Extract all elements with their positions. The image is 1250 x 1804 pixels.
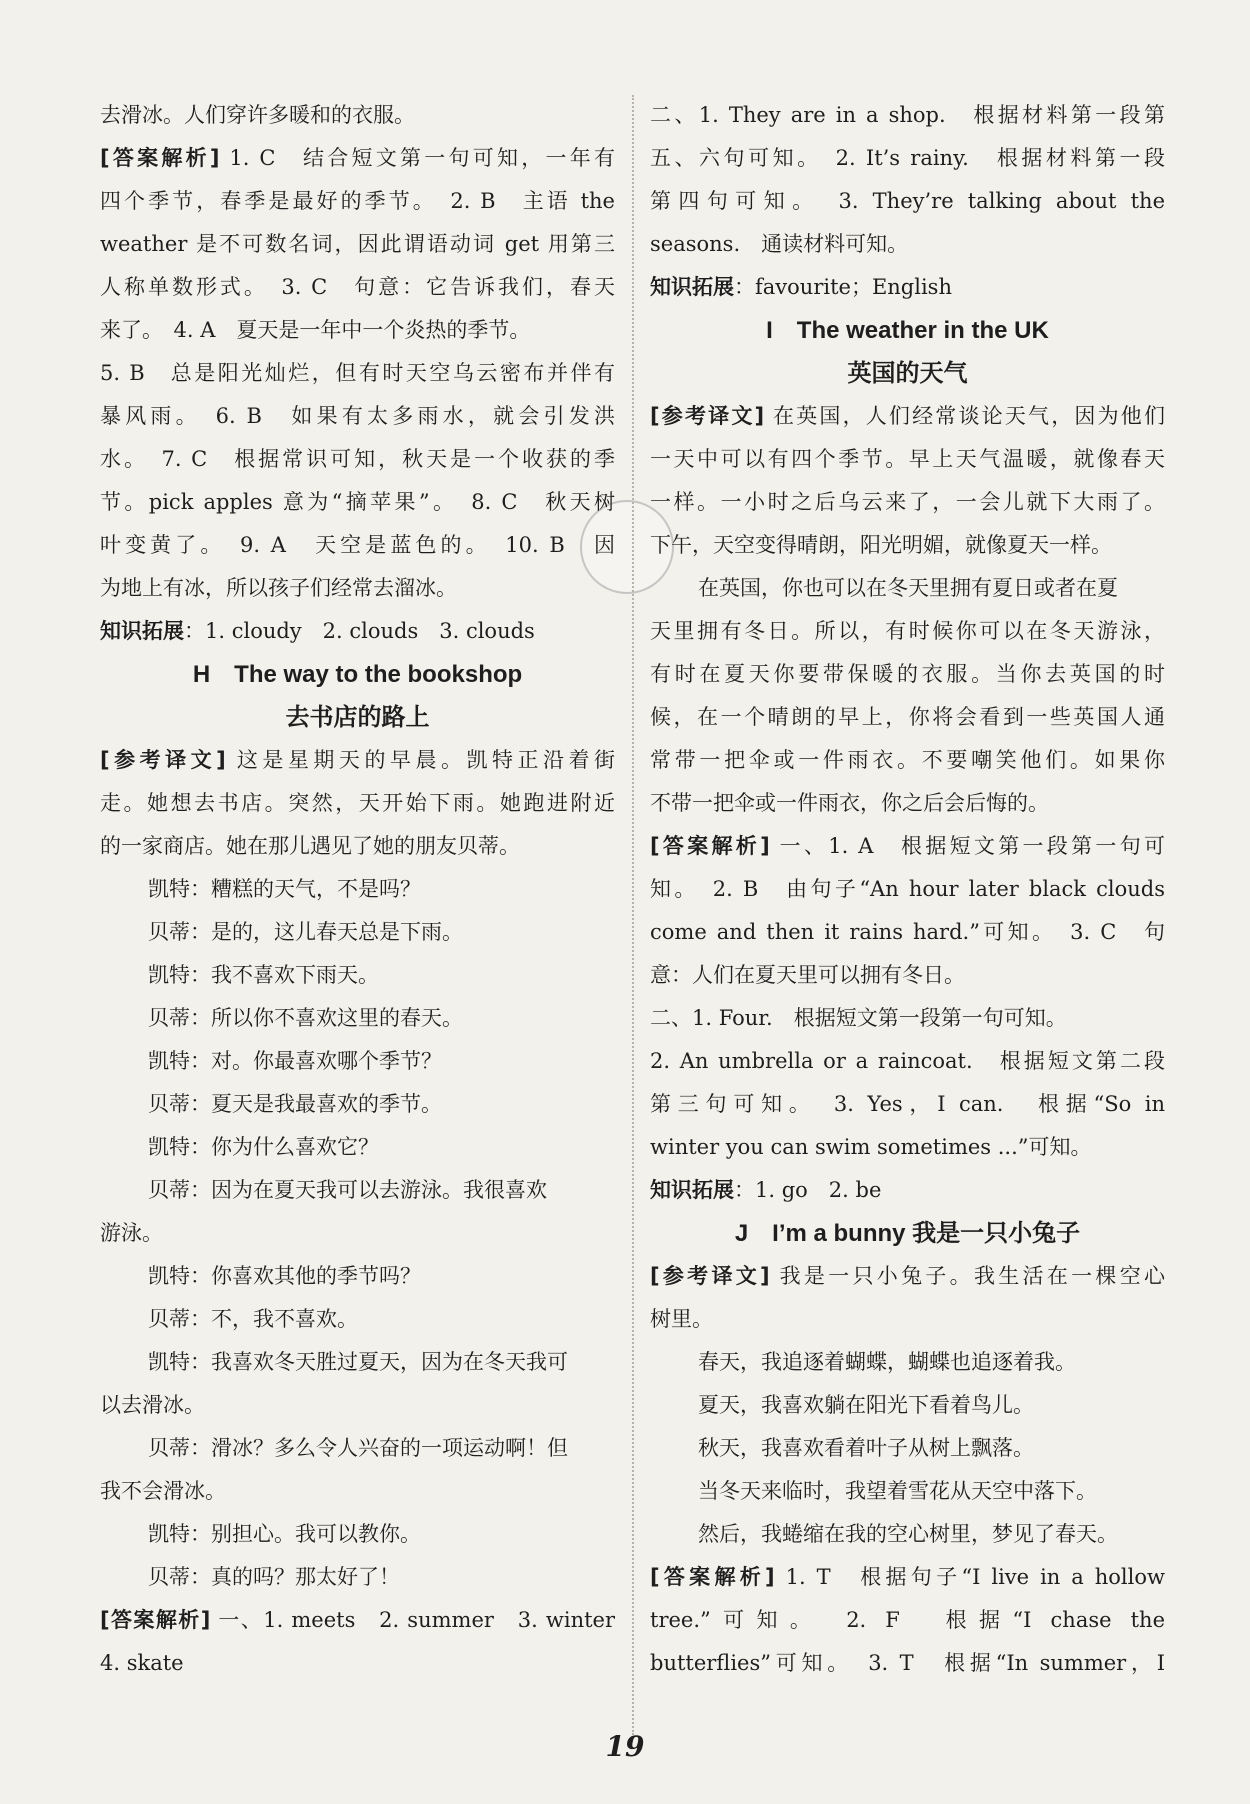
section-label: 知识拓展 <box>650 1178 734 1202</box>
text-line: 4. skate <box>100 1651 184 1675</box>
text-line <box>650 395 1165 438</box>
text-line: 走。她想去书店。突然，天开始下雨。她跑进附近 <box>100 791 615 815</box>
text-line: 凯特：我不喜欢下雨天。 <box>148 963 379 987</box>
text-line: 二、1. Four. 根据短文第一段第一句可知。 <box>650 1006 1067 1030</box>
text-line: 二、1. They are in a shop. 根据材料第一段第 <box>650 103 1165 127</box>
text-line: butterflies”可知。 3. T 根据“In summer，I <box>650 1651 1165 1675</box>
text-line <box>100 610 615 653</box>
text-line: 人称单数形式。 3. C 句意：它告诉我们，春天 <box>100 275 615 299</box>
text-line: 一样。一小时之后乌云来了，一会儿就下大雨了。 <box>650 490 1165 514</box>
text-line <box>650 825 1165 868</box>
text-line: 树里。 <box>650 1307 713 1331</box>
text-line: 凯特：对。你最喜欢哪个季节？ <box>148 1049 442 1073</box>
section-label: 知识拓展 <box>100 619 184 643</box>
text-line: 叶变黄了。 9. A 天空是蓝色的。 10. B 因 <box>100 533 615 557</box>
section-label: [参考译文] <box>650 1264 770 1288</box>
text-line: 凯特：糟糕的天气，不是吗？ <box>148 877 421 901</box>
section-label: [答案解析] <box>100 146 220 170</box>
text-line: 四个季节，春季是最好的季节。 2. B 主语 the <box>100 189 615 213</box>
text-content: 在英国，人们经常谈论天气，因为他们 <box>764 404 1165 428</box>
text-line: 贝蒂：所以你不喜欢这里的春天。 <box>148 1006 463 1030</box>
text-content: 1. C 结合短文第一句可知，一年有 <box>219 146 615 170</box>
section-heading: J I’m a bunny 我是一只小兔子 <box>734 1220 1081 1247</box>
text-line <box>650 1169 1165 1212</box>
text-line: winter you can swim sometimes ...”可知。 <box>650 1135 1092 1159</box>
text-line: 下午，天空变得晴朗，阳光明媚，就像夏天一样。 <box>650 533 1112 557</box>
text-line: 2. An umbrella or a raincoat. 根据短文第二段 <box>650 1049 1165 1073</box>
text-line: 以去滑冰。 <box>100 1393 205 1417</box>
text-line: 凯特：别担心。我可以教你。 <box>148 1522 421 1546</box>
text-line: seasons. 通读材料可知。 <box>650 232 909 256</box>
text-line: 贝蒂：滑冰？多么令人兴奋的一项运动啊！但 <box>148 1436 568 1460</box>
section-label: [参考译文] <box>100 748 226 772</box>
text-line: 游泳。 <box>100 1221 163 1245</box>
text-line: weather 是不可数名词，因此谓语动词 get 用第三 <box>100 232 615 256</box>
text-line: 意：人们在夏天里可以拥有冬日。 <box>650 963 965 987</box>
text-content: 1. T 根据句子“I live in a hollow <box>774 1565 1165 1589</box>
text-content: ：1. go 2. be <box>734 1178 882 1202</box>
text-line: 暴风雨。 6. B 如果有太多雨水，就会引发洪 <box>100 404 615 428</box>
text-line: 贝蒂：真的吗？那太好了！ <box>148 1565 400 1589</box>
text-line: 五、六句可知。 2. It’s rainy. 根据材料第一段 <box>650 146 1165 170</box>
text-line <box>100 739 615 782</box>
text-content: ：favourite；English <box>734 275 952 299</box>
text-line: 在英国，你也可以在冬天里拥有夏日或者在夏 <box>698 576 1118 600</box>
text-line: 去滑冰。人们穿许多暖和的衣服。 <box>100 103 415 127</box>
text-line: 夏天，我喜欢躺在阳光下看着鸟儿。 <box>698 1393 1034 1417</box>
text-line: 一天中可以有四个季节。早上天气温暖，就像春天 <box>650 447 1165 471</box>
text-line: 第四句可知。 3. They’re talking about the <box>650 189 1165 213</box>
text-line: 我不会滑冰。 <box>100 1479 226 1503</box>
text-line: 节。pick apples 意为“摘苹果”。 8. C 秋天树 <box>100 490 615 514</box>
section-heading: I The weather in the UK <box>766 317 1049 344</box>
left-column <box>100 94 615 1685</box>
section-heading: 去书店的路上 <box>285 704 430 731</box>
text-line: 第三句可知。 3. Yes，I can. 根据“So in <box>650 1092 1165 1116</box>
section-label: [答案解析] <box>100 1608 211 1632</box>
text-line <box>650 1556 1165 1599</box>
text-line: 知。 2. B 由句子“An hour later black clouds <box>650 877 1165 901</box>
text-line: 为地上有冰，所以孩子们经常去溜冰。 <box>100 576 457 600</box>
text-line: 候，在一个晴朗的早上，你将会看到一些英国人通 <box>650 705 1165 729</box>
text-line <box>100 137 615 180</box>
text-content: 一、1. meets 2. summer 3. winter <box>210 1608 615 1632</box>
text-line: 贝蒂：是的，这儿春天总是下雨。 <box>148 920 463 944</box>
section-label: 知识拓展 <box>650 275 734 299</box>
text-line: 当冬天来临时，我望着雪花从天空中落下。 <box>698 1479 1097 1503</box>
text-content: 这是星期天的早晨。凯特正沿着街 <box>225 748 615 772</box>
section-label: [答案解析] <box>650 834 770 858</box>
text-content: 我是一只小兔子。我生活在一棵空心 <box>769 1264 1165 1288</box>
text-line: 秋天，我喜欢看着叶子从树上飘落。 <box>698 1436 1034 1460</box>
text-line: 贝蒂：夏天是我最喜欢的季节。 <box>148 1092 442 1116</box>
section-label: [参考译文] <box>650 404 765 428</box>
text-line: tree.”可知。 2. F 根据“I chase the <box>650 1608 1165 1632</box>
text-line: 然后，我蜷缩在我的空心树里，梦见了春天。 <box>698 1522 1118 1546</box>
text-line <box>650 1255 1165 1298</box>
text-line: 凯特：你喜欢其他的季节吗？ <box>148 1264 421 1288</box>
text-line: 贝蒂：因为在夏天我可以去游泳。我很喜欢 <box>148 1178 547 1202</box>
page-number: 19 <box>605 1730 645 1763</box>
text-content: 一、1. A 根据短文第一段第一句可 <box>769 834 1165 858</box>
text-line: 春天，我追逐着蝴蝶，蝴蝶也追逐着我。 <box>698 1350 1076 1374</box>
text-line: 常带一把伞或一件雨衣。不要嘲笑他们。如果你 <box>650 748 1165 772</box>
text-line: 贝蒂：不，我不喜欢。 <box>148 1307 358 1331</box>
text-line: 水。 7. C 根据常识可知，秋天是一个收获的季 <box>100 447 615 471</box>
text-line: 凯特：我喜欢冬天胜过夏天，因为在冬天我可 <box>148 1350 568 1374</box>
text-line: 天里拥有冬日。所以，有时候你可以在冬天游泳， <box>650 619 1165 643</box>
text-line <box>100 1599 615 1642</box>
text-line: come and then it rains hard.”可知。 3. C 句 <box>650 920 1165 944</box>
text-line: 来了。 4. A 夏天是一年中一个炎热的季节。 <box>100 318 531 342</box>
section-heading: H The way to the bookshop <box>192 661 523 688</box>
right-column <box>650 94 1165 1685</box>
section-heading: 英国的天气 <box>847 360 968 387</box>
text-line: 有时在夏天你要带保暖的衣服。当你去英国的时 <box>650 662 1165 686</box>
text-content: ：1. cloudy 2. clouds 3. clouds <box>184 619 535 643</box>
text-line <box>650 266 1165 309</box>
text-line: 不带一把伞或一件雨衣，你之后会后悔的。 <box>650 791 1049 815</box>
text-line: 5. B 总是阳光灿烂，但有时天空乌云密布并伴有 <box>100 361 615 385</box>
section-label: [答案解析] <box>650 1565 775 1589</box>
text-line: 的一家商店。她在那儿遇见了她的朋友贝蒂。 <box>100 834 520 858</box>
text-line: 凯特：你为什么喜欢它？ <box>148 1135 379 1159</box>
column-divider <box>632 95 634 1735</box>
